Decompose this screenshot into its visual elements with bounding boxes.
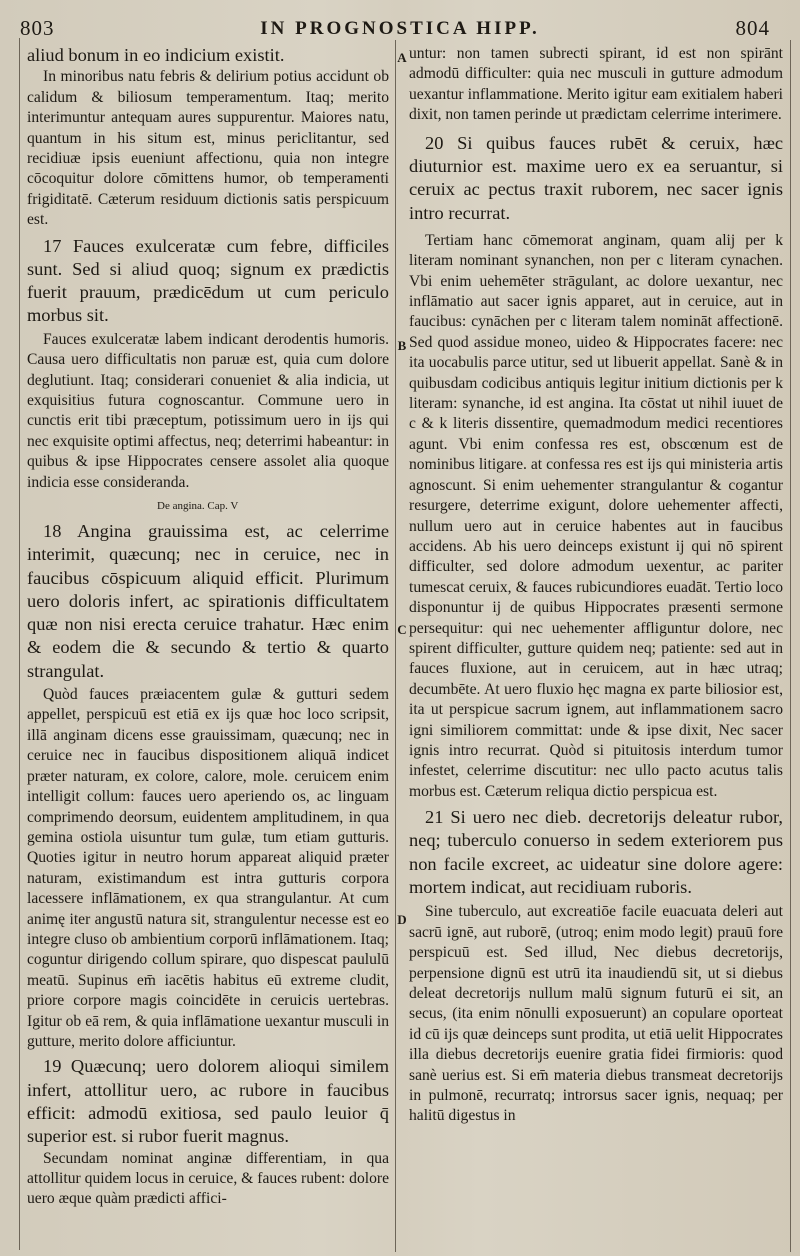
commentary-paragraph: Tertiam hanc cōmemorat anginam, quam alij per k literam nominant synanchen, non per c literam cynachen. Vbi enim uehemēter strāgulant, ac dolore uexantur, nec inflāmatio aut sacer ignis apparet, aut in ceruice, aut in faucibus: cynāchen per c literam talem nomināt affectionē. Sed quod assidue moneo, uideo & Hippocrates facere: nec ita uocabulis parce utitur, sed ut libuerit appellat. Sanè & in quibusdam codicibus antiquis legitur initium dictionis per k literam: synanche, id est angina. Ita cōstat ut nihil iuuet de c & k literis dissentire, quemadmodum medici recentiores agunt. Vbi enim confessa res est, obscœnum est de nominibus litigare. at confessa res est ijs qui ministeria artis agnoscunt. Si enim uehementer strangulantur & cogantur resurgere, deterrime exigunt, dolore uehementer affecti, nullum uero aut in ceruice habentes aut in faucibus accidens. Ab his uero deinceps existunt ij qui nō spirent difficulter, sed dolore admodum uexentur, ac pariter tumescat ceruix, & fauces rubicundiores euadāt. Tertio loco disponuntur ij de quibus Hippocrates præsenti sermone persequitur: qui nec uehementer affliguntur dolore, nec spirent difficulter, gutture quidem neq; patiente: sed aut in fauces fluxione, aut in ceruicem, aut in hæc utraq; decumbēte. At uero fluxio hęc magna ex parte biliosior est, ita ut perspicue sacrum ignem, aut inflammationem sacro igni similiorem committat: unde & ipse dixit, Nec sacer ignis intro recurrat. Quòd si pituitosis interdum tumor infestet, celerrime discutitur: nec ullo pacto acutus talis morbus est. Cæterum reliqua dictio perspicua est. — [409, 231, 783, 800]
margin-letter-c: C — [397, 622, 407, 637]
right-column — [409, 44, 783, 1127]
aphorism-21: 21 Si uero nec dieb. decretorijs deleatur rubor, neq; tuberculo conuerso in sedem exteriorem pus non facile excreet, ac uideatur sine dolore agere: mortem indicat, aut recidiuam ruboris. — [409, 807, 783, 898]
left-border-rule — [19, 38, 20, 1250]
commentary-paragraph: Fauces exulceratæ labem indicant derodentis humoris. Causa uero difficultatis non paruæ est, quia cum dolore deglutiunt. Itaq; considerari conueniet & alia indicia, ut exquisitius futura cognoscantur. Commune uero in cunctis erit tibi præceptum, potissimum uero in ijs qui nec exquisite optimi affectus, neq; deterrimi habeantur: in quibus & ipse Hippocrates censere assolet alia quoque indicia esse consideranda. — [27, 330, 389, 491]
left-column — [27, 44, 389, 1210]
commentary-continuation: untur: non tamen subrecti spirant, id est non spirānt admodū difficulter: quia nec musculi in gutture admodum uexantur inflammatione. Merito igitur eam exitialem haberi dixit, non tamen perinde ut prædictam celerrime interimere. — [409, 45, 783, 124]
chapter-heading: De angina. Cap. V — [157, 499, 239, 512]
commentary-paragraph: In minoribus natu febris & delirium potius accidunt ob calidum & biliosum temperamentum. Itaq; merito interimuntur antequam aures suppurentur. Maiores natu, quantum in his situm est, minus periclitantur, sed recidiuæ ipsis eueniunt affectionu, quia non integre cōcoquitur dolore cōmittens humor, ob temperamenti frigiditatē. Cæterum residuum dictionis satis perspicuum est. — [27, 68, 389, 229]
column-divider-rule — [395, 40, 396, 1252]
paragraph-continuation: aliud bonum in eo indicium existit. — [27, 45, 285, 65]
right-page-number: 804 — [735, 16, 770, 40]
commentary-paragraph: Sine tuberculo, aut excreatiōe facile euacuata deleri aut sacrū ignē, aut ruborē, (utroq; enim modo legit) prauū fore perspicuū est. Sed illud, Nec diebus decretorijs, perpensione dignū est utrū ita inaudiendū sit, ut si diebus deleat decretorijs nullum malū signum futurū ei sit, an secus, (ita enim nōnulli exposuerunt) an copulare oporteat id cū ijs quæ deinceps sunt prodita, ut etiā uelit Hippocrates illa diebus decretorijs euenire gratia fidei firmioris: quod sanè uerius est. Si em̄ materia diebus transmeat decretorijs in pulmonē, recurratq; introrsus sacer ignis, nequaq; per halitū digestus in — [409, 903, 783, 1125]
aphorism-20: 20 Si quibus fauces rubēt & ceruix, hæc diuturnior est. maxime uero ex ea seruantur, si ceruix ac pectus traxit ruborem, nec sacer ignis intro recurrat. — [409, 132, 783, 223]
page-header — [0, 0, 800, 40]
margin-letter-a: A — [397, 50, 407, 65]
aphorism-17: 17 Fauces exulceratæ cum febre, difficiles sunt. Sed si aliud quoq; signum ex prædictis fuerit prauum, prædicēdum ut cum periculo morbus sit. — [27, 235, 389, 326]
right-border-rule — [790, 40, 791, 1252]
margin-letter-d: D — [397, 912, 407, 927]
running-title: IN PROGNOSTICA HIPP. — [260, 18, 540, 39]
aphorism-18: 18 Angina grauissima est, ac celerrime interimit, quæcunq; nec in ceruice, nec in faucibus cōspicuum aliquid efficit. Plurimum uero doloris infert, ac spirationis difficultatem quæ non nisi erecta ceruice trahatur. Hæc enim & eodem die & secundo & tertio & quarto strangulat. — [27, 520, 389, 681]
left-page-number: 803 — [20, 16, 55, 40]
commentary-paragraph: Secundam nominat anginæ differentiam, in qua attollitur quidem locus in ceruice, & fauces rubent: dolore uero æque quàm prædicti affici- — [27, 1149, 389, 1208]
margin-letter-b: B — [397, 338, 407, 353]
aphorism-19: 19 Quæcunq; uero dolorem alioqui similem infert, attollitur uero, ac rubore in faucibus efficit: admodū exitiosa, sed paulo leuior q̄ superior est. si rubor fuerit magnus. — [27, 1056, 389, 1147]
commentary-paragraph: Quòd fauces præiacentem gulæ & gutturi sedem appellet, perspicuū est etiā ex ijs quæ hoc loco scripsit, illā anginam dicens esse grauissimam, quæcunq; nec in ceruice nec in faucibus dispositionem aliquā indicet præter naturam, ex colore, calore, mole. ceruicem enim intelligit collum: fauces uero aperiendo os, ac linguam comprimendo deorsum, euidentem amplitudinem, in qua gemina ostiola uisuntur tum gulæ, tum etiam gutturis. Quoties igitur in neutro horum appareat aliquid præter naturam, existimandum est intra gutturis corpora lacessere inflāmationem, ex qua strangulantur. At cum animę iter angustū natura sit, strangulentur necesse est eo integre cluso ob ambientium corporū inflāmationem. Itaq; coguntur dirigendo collum spirare, quo dispescat paululū meatū. Supinus em̄ iacētis habitus eū extreme cludit, priore corpore magis coincidēte in ceruicis uertebras. Igitur ob eā rem, & quia inflāmatione uexantur musculi in gutture, merito dolore afficiuntur. — [27, 686, 389, 1050]
